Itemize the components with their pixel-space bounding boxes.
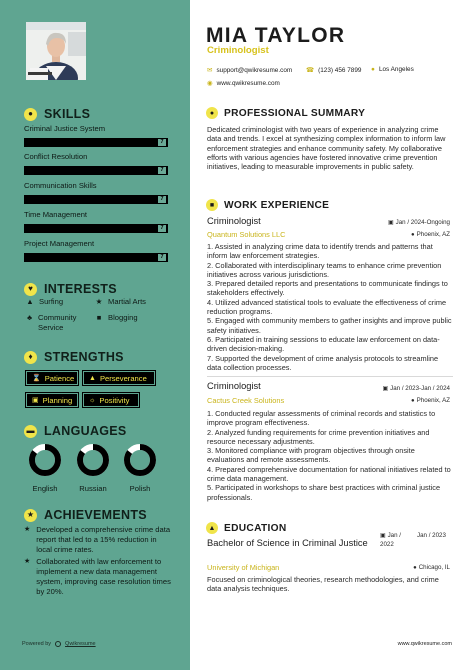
footer-website[interactable]: www.qwikresume.com: [397, 641, 452, 647]
job-bullet: 5. Engaged with community members to gather insights and improve public safety initiatives.: [207, 316, 452, 335]
speech-icon: ▬: [24, 425, 37, 438]
education-degree: Bachelor of Science in Criminal Justice: [207, 538, 368, 548]
job-dates-text: Jan / 2023-Jan / 2024: [390, 385, 450, 392]
job-bullet: 4. Prepared comprehensive documentation for national initiatives related to crime data management.: [207, 464, 451, 484]
strength-label: Perseverance: [99, 373, 147, 383]
achievement-item: [24, 525, 174, 555]
language-item: [71, 443, 115, 493]
strengths-title: STRENGTHS: [44, 350, 124, 364]
job-location-text: Phoenix, AZ: [416, 231, 450, 238]
language-label: Polish: [129, 484, 151, 493]
education-header: [206, 522, 287, 534]
job-bullet: 3. Monitored compliance with program objectives through onsite evaluations and remote assessments.: [207, 446, 415, 465]
job-company: Quantum Solutions LLC: [207, 230, 286, 239]
language-item: [118, 443, 162, 493]
language-label: Russian: [79, 484, 107, 493]
achievement-text: Developed a comprehensive crime data report that led to a 15% reduction in local crime rates.: [36, 525, 171, 554]
mountain-icon: ▲: [89, 374, 96, 382]
location-pin-icon: ●: [411, 398, 415, 404]
skill-label: Conflict Resolution: [24, 152, 88, 161]
candidate-name: MIA TAYLOR: [206, 24, 346, 47]
language-ring: [76, 443, 110, 477]
powered-by-label: Powered by: [22, 641, 52, 647]
calendar-icon: ▣: [32, 397, 39, 404]
experience-title: WORK EXPERIENCE: [224, 199, 330, 211]
qwikresume-logo-icon: [55, 641, 61, 647]
location-text: Los Angeles: [378, 66, 414, 73]
job-location: [411, 397, 450, 404]
interest-label: Community Service: [38, 313, 77, 332]
experience-header: [206, 199, 329, 211]
envelope-icon: ✉: [207, 67, 213, 74]
education-description: Focused on criminological theories, research methodologies, and crime data analysis techniques.: [207, 575, 439, 594]
skill-bar: [24, 195, 168, 204]
skill-label: Project Management: [24, 239, 95, 248]
candidate-role: Criminologist: [207, 45, 269, 56]
skill-item: [24, 239, 168, 262]
job-dates: [388, 219, 450, 226]
achievements-title: ACHIEVEMENTS: [44, 508, 147, 522]
globe-icon: ◉: [207, 80, 213, 87]
language-item: [23, 443, 67, 493]
skill-label: Criminal Justice System: [24, 124, 106, 133]
lightbulb-icon: ●: [24, 108, 37, 121]
achievements-header: [24, 508, 147, 522]
language-ring: [28, 443, 62, 477]
education-end: [417, 531, 451, 540]
interest-item: [26, 297, 63, 307]
languages-title: LANGUAGES: [44, 424, 127, 438]
strength-label: Planning: [42, 395, 73, 405]
job-bullet: 5. Participated in workshops to share best practices with criminal justice professionals.: [207, 483, 441, 502]
contact-email[interactable]: [207, 66, 292, 74]
skills-title: SKILLS: [44, 107, 91, 121]
star-icon: ★: [24, 526, 31, 533]
job-bullet: 6. Participated in training sessions to educate law enforcement on data-driven decision-making.: [207, 334, 440, 354]
phone-text: (123) 456 7899: [318, 66, 362, 74]
job-bullet: 7. Supported the development of crime analysis protocols to streamline data collection processes.: [207, 353, 439, 372]
job-dates-text: Jan / 2024-Ongoing: [395, 219, 450, 226]
education-start: [380, 531, 412, 549]
job-bullets: [207, 409, 453, 502]
education-location: [413, 564, 450, 571]
job-bullet: 1. Assisted in analyzing crime data to identify trends and patterns that inform law enforcement strategies.: [207, 242, 433, 261]
skill-level: 7: [158, 139, 166, 146]
language-ring: [123, 443, 157, 477]
contact-website[interactable]: [207, 79, 280, 87]
achievement-text: Collaborated with law enforcement to implement a new data management system, improving case resolution times by 20%.: [36, 557, 171, 596]
martial-arts-icon: ★: [95, 297, 103, 306]
education-school: University of Michigan: [207, 563, 280, 572]
medal-icon: ★: [24, 509, 37, 522]
languages-header: [24, 424, 127, 438]
skill-level: 7: [158, 225, 166, 232]
interest-item: [95, 297, 146, 307]
skill-item: [24, 181, 168, 204]
interests-title: INTERESTS: [44, 282, 117, 296]
contact-phone[interactable]: [306, 66, 361, 74]
language-label: English: [32, 484, 58, 493]
interest-label: Martial Arts: [108, 297, 146, 306]
skill-item: [24, 152, 168, 175]
strength-label: Positivity: [99, 395, 130, 405]
calendar-icon: ▣: [387, 220, 394, 226]
strength-badge: [26, 371, 78, 385]
achievement-item: [24, 557, 174, 597]
interest-item: [95, 313, 138, 323]
summary-title: PROFESSIONAL SUMMARY: [224, 107, 366, 119]
job-divider: [207, 376, 453, 377]
hourglass-icon: ⌛: [32, 375, 41, 382]
strength-badge: [83, 393, 139, 407]
location-pin-icon: ●: [371, 66, 375, 73]
briefcase-icon: ■: [206, 199, 218, 211]
education-start-text: Jan / 2022: [380, 532, 401, 548]
job-title: Criminologist: [207, 216, 261, 226]
job-location-text: Phoenix, AZ: [416, 397, 450, 404]
person-icon: ●: [206, 107, 218, 119]
strength-badge: [83, 371, 155, 385]
sun-icon: ☼: [89, 396, 96, 404]
profile-photo: [26, 22, 86, 80]
skill-item: [24, 124, 168, 147]
community-icon: ♣: [27, 313, 32, 322]
location-pin-icon: ●: [413, 565, 417, 571]
skill-bar: [24, 224, 168, 233]
trophy-icon: ♦: [24, 351, 37, 364]
summary-text: Dedicated criminologist with two years of experience in analyzing crime data and trends. I excel at synthesizing complex information to inform law enforcement strategies and enhance community safety. My collaborative efforts with various agencies have fostered innovative crime prevention initiatives, leading to measurable improvements in public safety.: [207, 125, 446, 172]
skill-bar: [24, 166, 168, 175]
calendar-icon: ▣: [380, 532, 388, 539]
education-location-text: Chicago, IL: [418, 564, 450, 571]
interests-header: [24, 282, 117, 296]
star-icon: ★: [24, 558, 31, 565]
job-dates: [382, 385, 450, 392]
skill-bar: [24, 253, 168, 262]
strengths-header: [24, 350, 124, 364]
job-bullet: 2. Analyzed funding requirements for crime prevention initiatives and resource necessary adjustments.: [207, 427, 430, 446]
location-pin-icon: ●: [411, 232, 415, 238]
job-bullet: 4. Utilized advanced statistical tools to evaluate the effectiveness of crime reduction programs.: [207, 297, 447, 317]
strength-badge: [26, 393, 78, 407]
education-title: EDUCATION: [224, 522, 287, 534]
skill-bar: [24, 138, 168, 147]
calendar-icon: ▣: [382, 386, 389, 392]
heart-icon: ♥: [24, 283, 37, 296]
skill-level: 7: [158, 254, 166, 261]
job-bullet: 3. Prepared detailed reports and presentations to communicate findings to stakeholders effectively.: [207, 279, 448, 298]
education-end-text: Jan / 2023: [417, 532, 446, 539]
interest-label: Blogging: [108, 313, 138, 322]
skill-level: 7: [158, 196, 166, 203]
powered-by-link[interactable]: Qwikresume: [65, 641, 96, 647]
skill-label: Communication Skills: [24, 181, 97, 190]
job-location: [411, 231, 450, 238]
job-title: Criminologist: [207, 381, 261, 391]
contact-location: [371, 66, 414, 73]
job-company: Cactus Creek Solutions: [207, 396, 285, 405]
skill-label: Time Management: [24, 210, 88, 219]
blog-icon: ■: [96, 313, 102, 322]
surf-icon: ▲: [26, 297, 34, 306]
skill-level: 7: [158, 167, 166, 174]
job-bullets: [207, 242, 453, 372]
email-text: support@qwikresume.com: [216, 66, 293, 74]
summary-header: [206, 107, 365, 119]
powered-by: [22, 641, 96, 647]
phone-icon: ☎: [306, 67, 315, 74]
website-text: www.qwikresume.com: [216, 79, 280, 87]
interest-item: [26, 313, 96, 333]
skill-item: [24, 210, 168, 233]
graduation-cap-icon: ▲: [206, 522, 218, 534]
interest-label: Surfing: [39, 297, 64, 306]
sidebar: [0, 0, 190, 670]
job-bullet: 2. Collaborated with interdisciplinary teams to enhance crime prevention initiatives across various jurisdictions.: [207, 260, 442, 279]
skills-header: [24, 107, 90, 121]
job-bullet: 1. Conducted regular assessments of criminal records and statistics to improve program effectiveness.: [207, 409, 436, 428]
strength-label: Patience: [44, 373, 75, 383]
